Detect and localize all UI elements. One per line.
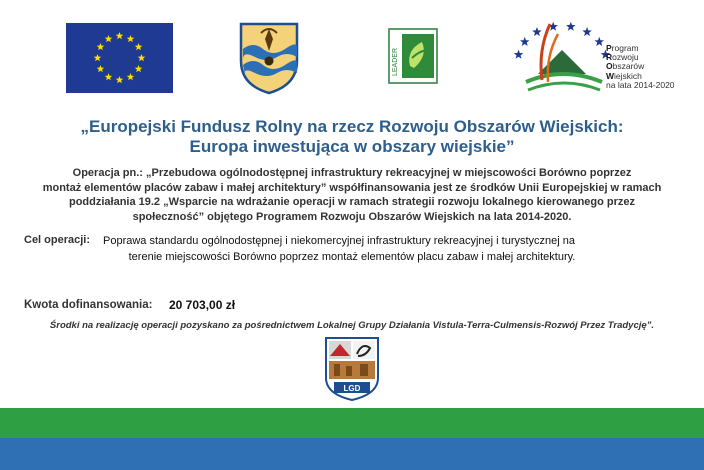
leader-logo-icon	[388, 28, 438, 84]
coat-of-arms-icon	[237, 21, 301, 95]
operation-line-3: poddziałania 19.2 „Wsparcie na wdrażanie operacji w ramach strategii rozwoju lokalnego kierowanego przez	[68, 196, 636, 208]
prow-star-icon	[520, 37, 530, 46]
prow-star-icon	[595, 37, 605, 46]
eu-flag-icon	[66, 23, 173, 93]
operation-description	[0, 166, 704, 224]
headline-line-1: „Europejski Fundusz Rolny na rzecz Rozwoju Obszarów Wiejskich:	[80, 117, 624, 136]
leader-text: LEADER	[392, 47, 399, 76]
operation-line-4: społeczność” objętego Programem Rozwoju Obszarów Wiejskich na lata 2014-2020.	[132, 210, 572, 223]
prow-star-icon	[532, 27, 542, 36]
blue-band	[0, 438, 704, 470]
funding-amount: 20 703,00 zł	[169, 298, 236, 312]
headline-line-2: Europa inwestująca w obszary wiejskie”	[189, 137, 515, 156]
green-band	[0, 408, 704, 438]
goal-line-2: terenie miejscowości Borówno poprzez montaż elementów placu zabaw i małej architektury.	[128, 251, 576, 263]
prow-star-icon	[566, 22, 576, 31]
prow-label: Program Rozwoju Obszarów Wiejskich na lata 2014-2020	[606, 43, 675, 90]
funding-label: Kwota dofinansowania:	[24, 299, 153, 311]
logo-strip	[0, 0, 704, 110]
funding-source-note: Środki na realizację operacji pozyskano za pośrednictwem Lokalnej Grupy Działania Vistula-Terra-Culmensis-Rozwój Przez Tradycję”.	[49, 320, 655, 331]
prow-stars-logo-icon	[508, 16, 618, 98]
lgd-text: LGD	[343, 384, 361, 393]
operation-line-1: Operacja pn.: „Przebudowa ogólnodostępnej infrastruktury rekreacyjnej w miejscowości Borówno poprzez	[72, 167, 632, 179]
lgd-logo-icon	[324, 336, 380, 402]
operation-line-2: montaż elementów placów zabaw i małej architektury” współfinansowania jest ze środków Unii Europejskiej w ramach	[42, 181, 662, 194]
prow-star-icon	[514, 50, 524, 59]
prow-star-icon	[582, 27, 592, 36]
goal-label: Cel operacji:	[24, 234, 91, 246]
goal-line-1: Poprawa standardu ogólnodostępnej i niekomercyjnej infrastruktury rekreacyjnej i turystycznej na	[103, 235, 576, 247]
